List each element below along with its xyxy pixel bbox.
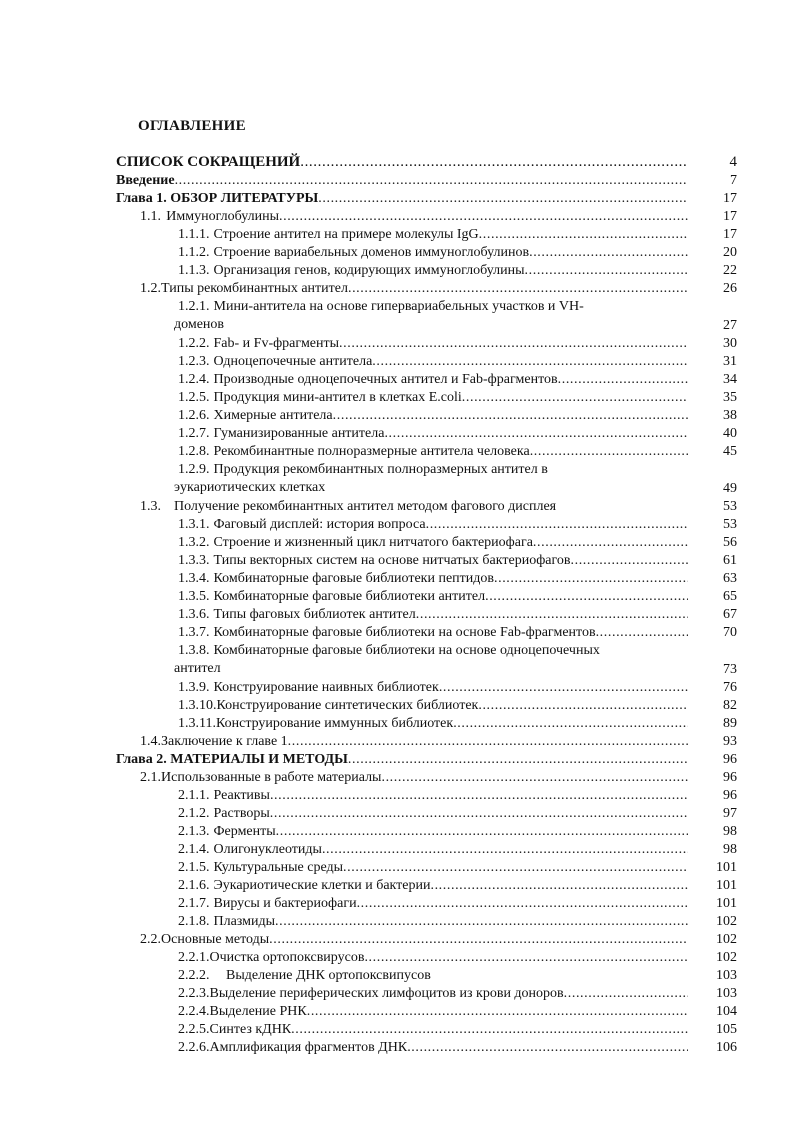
toc-entry-text: Типы фаговых библиотек антител [213,607,416,622]
toc-page-number: 102 [716,950,737,965]
toc-entry-number: 1.2. [140,281,161,296]
toc-entry-number: 2.2.3. [178,986,210,1001]
toc-page-number: 89 [723,716,737,731]
toc-entry-number: 1.3.1. [178,517,210,532]
toc-entry[interactable] [0,733,793,751]
toc-entry[interactable] [0,425,793,443]
toc-entry[interactable] [0,805,793,823]
toc-entry[interactable] [0,967,793,985]
toc-leader-dots [175,172,688,190]
toc-entry-text-continued: антител [174,661,221,676]
toc-entry-number: 1.3. [140,499,161,514]
toc-entry-text: Продукция рекомбинантных полноразмерных антител в [213,462,548,477]
toc-entry-number: 2.2.1. [178,950,210,965]
toc-entry-text: Культуральные среды [213,860,344,875]
toc-page-number: 104 [716,1004,737,1019]
toc-entry-number: 2.2.4. [178,1004,210,1019]
toc-entry-number: 1.2.6. [178,408,210,423]
toc-leader-dots [485,588,688,606]
toc-entry-text: Строение вариабельных доменов иммуноглобулинов [213,245,530,260]
toc-page-number: 20 [723,245,737,260]
toc-leader-dots [348,280,688,298]
toc-leader-dots [348,751,688,769]
toc-entry-text: Очистка ортопоксвирусов [209,950,365,965]
toc-entry[interactable] [0,461,793,498]
toc-leader-dots [291,1021,688,1039]
toc-leader-dots [533,534,688,552]
toc-entry-number: 1.2.4. [178,372,210,387]
toc-entry-number: 1.2.9. [178,462,210,477]
toc-entry-text: Получение рекомбинантных антител методом фагового дисплея [174,499,557,514]
toc-entry-text: Вирусы и бактериофаги [213,896,357,911]
toc-page-number: 73 [723,662,737,677]
toc-entry-text: Глава 1. ОБЗОР ЛИТЕРАТУРЫ [116,191,319,206]
toc-entry-number: 1.3.8. [178,643,210,658]
toc-leader-dots [596,624,688,642]
toc-leader-dots [318,190,688,208]
toc-entry-number: 2.1.3. [178,824,210,839]
toc-entry-number: 2.1. [140,770,161,785]
toc-entry-text: Строение антител на примере молекулы IgG [213,227,479,242]
toc-entry-text: Продукция мини-антител в клетках E.coli [213,390,462,405]
toc-entry-text: Строение и жизненный цикл нитчатого бактериофага [213,535,533,550]
toc-entry[interactable] [0,498,793,516]
table-of-contents [0,153,793,1057]
toc-entry-number: 1.1.1. [178,227,210,242]
toc-page-number: 82 [723,698,737,713]
toc-entry[interactable] [0,244,793,262]
toc-entry-number: 1.3.10. [178,698,217,713]
toc-leader-dots [357,895,688,913]
toc-entry[interactable] [0,534,793,552]
toc-page-number: 53 [723,517,737,532]
toc-entry-number: 1.2.3. [178,354,210,369]
toc-entry[interactable] [0,697,793,715]
toc-entry-number: 1.1. [140,209,161,224]
toc-page-number: 105 [716,1022,737,1037]
toc-entry-text-continued: доменов [174,317,225,332]
toc-entry-text: Химерные антитела [213,408,333,423]
toc-leader-dots [430,877,688,895]
toc-entry[interactable] [0,389,793,407]
toc-entry-text: Мини-антитела на основе гипервариабельных участков и VH- [213,299,584,314]
toc-page-number: 17 [723,191,737,206]
toc-page-number: 96 [723,788,737,803]
toc-entry-text: Синтез кДНК [209,1022,292,1037]
toc-entry-text: Фаговый дисплей: история вопроса [213,517,426,532]
toc-entry-number: 1.3.5. [178,589,210,604]
toc-entry-text: Выделение ДНК ортопоксвипусов [226,968,431,983]
toc-entry[interactable] [0,335,793,353]
toc-leader-dots [426,516,688,534]
toc-entry-text: Конструирование синтетических библиотек [216,698,479,713]
toc-leader-dots [525,262,688,280]
toc-leader-dots [270,805,688,823]
toc-entry[interactable] [0,298,793,335]
toc-entry-text: Иммуноглобулины [166,209,279,224]
toc-page-number: 97 [723,806,737,821]
toc-entry-text: Fab- и Fv-фрагменты [213,336,340,351]
toc-leader-dots [300,153,688,172]
toc-page-number: 101 [716,860,737,875]
toc-entry[interactable] [0,606,793,624]
toc-leader-dots [270,787,688,805]
toc-entry[interactable] [0,172,793,190]
toc-entry[interactable] [0,552,793,570]
toc-entry-number: 1.1.3. [178,263,210,278]
toc-leader-dots [381,769,688,787]
toc-page-number: 103 [716,986,737,1001]
toc-entry[interactable] [0,642,793,679]
toc-entry-text: Комбинаторные фаговые библиотеки антител [213,589,486,604]
toc-entry[interactable] [0,895,793,913]
toc-page-number: 93 [723,734,737,749]
toc-leader-dots [529,244,688,262]
toc-leader-dots [275,913,688,931]
toc-page-number: 30 [723,336,737,351]
toc-page-number: 38 [723,408,737,423]
toc-entry-text: Использованные в работе материалы [161,770,382,785]
toc-leader-dots [494,570,688,588]
toc-leader-dots [416,606,688,624]
toc-entry-text: Типы рекомбинантных антител [161,281,348,296]
toc-entry-number: 1.2.8. [178,444,210,459]
toc-entry[interactable] [0,859,793,877]
toc-entry-text: Амплификация фрагментов ДНК [209,1040,408,1055]
toc-leader-dots [478,697,688,715]
toc-leader-dots [333,407,688,425]
toc-leader-dots [530,443,688,461]
toc-entry-text: Выделение периферических лимфоцитов из крови доноров [209,986,564,1001]
toc-entry[interactable] [0,787,793,805]
toc-page-number: 70 [723,625,737,640]
toc-entry-number: 1.2.1. [178,299,210,314]
toc-entry[interactable] [0,841,793,859]
toc-leader-dots [558,371,688,389]
toc-leader-dots [372,353,688,371]
toc-entry-text: Реактивы [213,788,270,803]
toc-entry[interactable] [0,353,793,371]
toc-entry-number: 2.1.2. [178,806,210,821]
toc-page-number: 61 [723,553,737,568]
toc-entry-number: 2.1.5. [178,860,210,875]
toc-page-number: 26 [723,281,737,296]
toc-entry-text: СПИСОК СОКРАЩЕНИЙ [116,154,301,170]
toc-entry-number: 1.1.2. [178,245,210,260]
toc-entry-text: Конструирование иммунных библиотек [215,716,454,731]
toc-page-number: 98 [723,824,737,839]
toc-entry-number: 1.2.2. [178,336,210,351]
toc-page-number: 17 [723,227,737,242]
toc-page-number: 53 [723,499,737,514]
toc-leader-dots [339,335,688,353]
toc-page-number: 76 [723,680,737,695]
toc-page-number: 49 [723,481,737,496]
toc-page-number: 96 [723,770,737,785]
toc-entry[interactable] [0,407,793,425]
toc-entry[interactable] [0,443,793,461]
toc-entry-text: Растворы [213,806,270,821]
toc-entry-number: 1.3.7. [178,625,210,640]
toc-entry[interactable] [0,715,793,733]
toc-page-number: 4 [729,154,737,170]
toc-leader-dots [288,733,688,751]
toc-entry[interactable] [0,985,793,1003]
toc-entry[interactable] [0,751,793,769]
toc-entry[interactable] [0,1021,793,1039]
toc-entry-text: Гуманизированные антитела [213,426,385,441]
toc-entry-number: 2.1.7. [178,896,210,911]
toc-leader-dots [276,823,688,841]
toc-leader-dots [364,949,688,967]
toc-page-number: 106 [716,1040,737,1055]
toc-entry-text: Введение [116,173,175,188]
toc-page-number: 101 [716,896,737,911]
toc-page-number: 102 [716,914,737,929]
toc-entry[interactable] [0,516,793,534]
toc-entry-number: 2.2.2. [178,968,210,983]
toc-entry-number: 1.3.2. [178,535,210,550]
toc-entry-text: Ферменты [213,824,276,839]
toc-entry-number: 2.2.5. [178,1022,210,1037]
toc-entry-number: 1.3.3. [178,553,210,568]
toc-entry-text: Комбинаторные фаговые библиотеки пептидов [213,571,494,586]
toc-leader-dots [307,1003,688,1021]
toc-entry[interactable] [0,769,793,787]
toc-entry[interactable] [0,1003,793,1021]
toc-entry[interactable] [0,280,793,298]
toc-entry-number: 1.2.5. [178,390,210,405]
toc-entry-text: Плазмиды [213,914,276,929]
toc-entry[interactable] [0,624,793,642]
toc-page-number: 103 [716,968,737,983]
toc-entry-number: 2.1.6. [178,878,210,893]
toc-entry[interactable] [0,208,793,226]
toc-page-number: 65 [723,589,737,604]
toc-entry[interactable] [0,588,793,606]
toc-entry-text: Заключение к главе 1 [161,734,288,749]
toc-entry-number: 1.3.4. [178,571,210,586]
toc-entry-text: Глава 2. МАТЕРИАЛЫ И МЕТОДЫ [116,752,348,767]
toc-entry-number: 2.1.8. [178,914,210,929]
toc-leader-dots [462,389,688,407]
toc-leader-dots [322,841,688,859]
toc-entry-text: Конструирование наивных библиотек [213,680,439,695]
toc-entry-text: Рекомбинантные полноразмерные антитела человека [213,444,530,459]
toc-entry-number: 1.4. [140,734,161,749]
toc-entry[interactable] [0,226,793,244]
toc-entry[interactable] [0,823,793,841]
toc-leader-dots [439,679,688,697]
toc-leader-dots [453,715,688,733]
toc-page-number: 17 [723,209,737,224]
toc-entry-text: Выделение РНК [209,1004,307,1019]
toc-entry[interactable] [0,262,793,280]
toc-page-number: 63 [723,571,737,586]
toc-page-number: 96 [723,752,737,767]
toc-leader-dots [571,552,689,570]
toc-entry[interactable] [0,913,793,931]
toc-page-number: 67 [723,607,737,622]
toc-entry-number: 2.1.4. [178,842,210,857]
toc-entry-text: Организация генов, кодирующих иммуноглобулины [213,263,525,278]
toc-page-number: 34 [723,372,737,387]
toc-page-number: 102 [716,932,737,947]
toc-entry-text: Олигонуклеотиды [213,842,322,857]
toc-page-number: 98 [723,842,737,857]
toc-entry-number: 2.2.6. [178,1040,210,1055]
toc-leader-dots [279,208,688,226]
toc-entry-number: 1.3.6. [178,607,210,622]
toc-page-number: 40 [723,426,737,441]
toc-entry[interactable] [0,679,793,697]
toc-leader-dots [564,985,688,1003]
toc-entry[interactable] [0,190,793,208]
toc-page-number: 22 [723,263,737,278]
toc-entry[interactable] [0,570,793,588]
toc-page-number: 45 [723,444,737,459]
toc-entry-text: Производные одноцепочечных антител и Fab-фрагментов [213,372,558,387]
toc-leader-dots [343,859,688,877]
toc-entry-text: Основные методы [161,932,270,947]
toc-entry[interactable] [0,371,793,389]
toc-entry-text: Комбинаторные фаговые библиотеки на основе одноцепочечных [213,643,600,658]
toc-entry[interactable] [0,931,793,949]
toc-entry[interactable] [0,1039,793,1057]
toc-page-number: 35 [723,390,737,405]
toc-entry-number: 1.2.7. [178,426,210,441]
toc-page-number: 7 [730,173,737,188]
toc-entry-text-continued: эукариотических клетках [174,480,326,495]
toc-leader-dots [384,425,688,443]
toc-page-number: 101 [716,878,737,893]
toc-entry[interactable] [0,949,793,967]
toc-page-number: 56 [723,535,737,550]
toc-entry-number: 2.2. [140,932,161,947]
toc-entry[interactable] [0,877,793,895]
toc-title: ОГЛАВЛЕНИЕ [138,118,246,134]
toc-page-number: 27 [723,318,737,333]
toc-entry-text: Эукариотические клетки и бактерии [213,878,431,893]
toc-leader-dots [269,931,688,949]
toc-entry-text: Комбинаторные фаговые библиотеки на основе Fab-фрагментов [213,625,596,640]
toc-entry-number: 1.3.9. [178,680,210,695]
toc-entry[interactable] [0,153,793,172]
toc-leader-dots [407,1039,688,1057]
toc-entry-number: 1.3.11. [178,716,216,731]
toc-entry-text: Типы векторных систем на основе нитчатых бактериофагов [213,553,571,568]
toc-page-number: 31 [723,354,737,369]
toc-entry-number: 2.1.1. [178,788,210,803]
toc-entry-text: Одноцепочечные антитела [213,354,373,369]
toc-leader-dots [479,226,688,244]
